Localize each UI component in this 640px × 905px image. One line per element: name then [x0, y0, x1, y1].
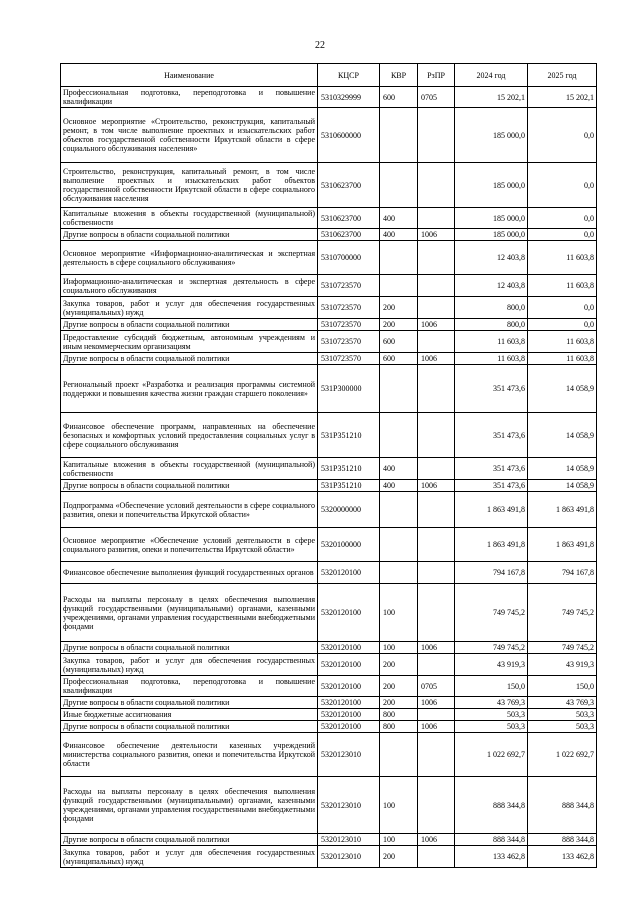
cell-y2024: 15 202,1 — [455, 87, 528, 108]
cell-rzpr — [418, 108, 455, 163]
cell-rzpr — [418, 584, 455, 642]
cell-code: 5320123010 — [318, 733, 380, 777]
cell-y2025: 11 603,8 — [528, 275, 597, 297]
cell-code: 5320120100 — [318, 709, 380, 721]
cell-code: 531P351210 — [318, 480, 380, 492]
cell-y2025: 15 202,1 — [528, 87, 597, 108]
table-row — [61, 721, 597, 733]
cell-code: 5310600000 — [318, 108, 380, 163]
cell-rzpr — [418, 492, 455, 528]
table-row — [61, 709, 597, 721]
table-row — [61, 413, 597, 458]
cell-rzpr — [418, 458, 455, 480]
cell-kvr — [380, 413, 418, 458]
cell-code: 531P300000 — [318, 365, 380, 413]
cell-code: 5320120100 — [318, 654, 380, 676]
cell-code: 5320120100 — [318, 721, 380, 733]
cell-name: Другие вопросы в области социальной политики — [61, 353, 318, 365]
cell-y2025: 14 058,9 — [528, 480, 597, 492]
cell-kvr: 800 — [380, 709, 418, 721]
cell-y2024: 888 344,8 — [455, 834, 528, 846]
cell-y2024: 503,3 — [455, 709, 528, 721]
cell-y2024: 1 863 491,8 — [455, 528, 528, 562]
cell-y2024: 12 403,8 — [455, 275, 528, 297]
cell-y2025: 1 863 491,8 — [528, 492, 597, 528]
table-body — [61, 87, 597, 868]
cell-name: Другие вопросы в области социальной политики — [61, 721, 318, 733]
cell-rzpr — [418, 709, 455, 721]
cell-code: 5320120100 — [318, 562, 380, 584]
cell-y2024: 1 022 692,7 — [455, 733, 528, 777]
cell-y2024: 11 603,8 — [455, 353, 528, 365]
table-row — [61, 733, 597, 777]
cell-code: 5320120100 — [318, 697, 380, 709]
cell-kvr: 400 — [380, 229, 418, 241]
cell-rzpr: 1006 — [418, 319, 455, 331]
cell-kvr: 100 — [380, 584, 418, 642]
cell-name: Строительство, реконструкция, капитальный ремонт, в том числе выполнение проектных и изыскательских работ объектов государственной собственности Иркутской области в сфере социального обслуживания населения — [61, 163, 318, 208]
cell-kvr: 200 — [380, 297, 418, 319]
header-kvr: КВР — [380, 64, 418, 87]
cell-name: Основное мероприятие «Информационно-аналитическая и экспертная деятельность в сфере социального обслуживания» — [61, 241, 318, 275]
cell-kvr: 400 — [380, 458, 418, 480]
cell-name: Капитальные вложения в объекты государственной (муниципальной) собственности — [61, 458, 318, 480]
cell-name: Региональный проект «Разработка и реализация программы системной поддержки и повышения качества жизни граждан старшего поколения» — [61, 365, 318, 413]
cell-y2024: 150,0 — [455, 676, 528, 697]
cell-y2024: 12 403,8 — [455, 241, 528, 275]
cell-y2025: 0,0 — [528, 297, 597, 319]
cell-y2025: 794 167,8 — [528, 562, 597, 584]
budget-table — [60, 63, 597, 868]
cell-name: Закупка товаров, работ и услуг для обеспечения государственных (муниципальных) нужд — [61, 297, 318, 319]
cell-y2024: 1 863 491,8 — [455, 492, 528, 528]
cell-rzpr — [418, 562, 455, 584]
table-row — [61, 297, 597, 319]
cell-name: Расходы на выплаты персоналу в целях обеспечения выполнения функций государственными (муниципальными) органами, казенными учреждениями, органами управления государственными внебюджетными фондами — [61, 777, 318, 834]
cell-rzpr — [418, 163, 455, 208]
cell-y2025: 1 022 692,7 — [528, 733, 597, 777]
cell-rzpr — [418, 733, 455, 777]
cell-y2025: 43 769,3 — [528, 697, 597, 709]
cell-rzpr — [418, 654, 455, 676]
cell-rzpr — [418, 777, 455, 834]
cell-name: Профессиональная подготовка, переподготовка и повышение квалификации — [61, 87, 318, 108]
cell-y2025: 14 058,9 — [528, 458, 597, 480]
cell-y2024: 11 603,8 — [455, 331, 528, 353]
cell-name: Иные бюджетные ассигнования — [61, 709, 318, 721]
table-row — [61, 480, 597, 492]
cell-y2025: 1 863 491,8 — [528, 528, 597, 562]
cell-kvr: 100 — [380, 834, 418, 846]
cell-rzpr — [418, 241, 455, 275]
cell-y2024: 800,0 — [455, 319, 528, 331]
cell-y2025: 133 462,8 — [528, 846, 597, 868]
cell-code: 5310723570 — [318, 331, 380, 353]
table-row — [61, 353, 597, 365]
cell-code: 5310723570 — [318, 353, 380, 365]
header-y2024: 2024 год — [455, 64, 528, 87]
cell-y2025: 0,0 — [528, 163, 597, 208]
cell-kvr: 200 — [380, 319, 418, 331]
cell-rzpr — [418, 331, 455, 353]
cell-y2024: 800,0 — [455, 297, 528, 319]
cell-rzpr: 1006 — [418, 721, 455, 733]
cell-y2024: 133 462,8 — [455, 846, 528, 868]
table-row — [61, 108, 597, 163]
cell-y2024: 503,3 — [455, 721, 528, 733]
cell-y2024: 351 473,6 — [455, 413, 528, 458]
cell-name: Основное мероприятие «Обеспечение условий деятельности в сфере социального развития, опеки и попечительства Иркутской области» — [61, 528, 318, 562]
header-name: Наименование — [61, 64, 318, 87]
table-row — [61, 562, 597, 584]
cell-rzpr: 0705 — [418, 676, 455, 697]
cell-y2024: 351 473,6 — [455, 458, 528, 480]
cell-y2025: 0,0 — [528, 108, 597, 163]
cell-y2025: 0,0 — [528, 208, 597, 229]
cell-name: Другие вопросы в области социальной политики — [61, 480, 318, 492]
table-row — [61, 777, 597, 834]
table-row — [61, 846, 597, 868]
cell-y2024: 185 000,0 — [455, 229, 528, 241]
cell-rzpr: 1006 — [418, 642, 455, 654]
cell-kvr — [380, 163, 418, 208]
cell-name: Финансовое обеспечение деятельности казенных учреждений министерства социального развития, опеки и попечительства Иркутской области — [61, 733, 318, 777]
cell-name: Капитальные вложения в объекты государственной (муниципальной) собственности — [61, 208, 318, 229]
cell-name: Финансовое обеспечение выполнения функций государственных органов — [61, 562, 318, 584]
table-row — [61, 458, 597, 480]
table-row — [61, 697, 597, 709]
cell-kvr: 400 — [380, 480, 418, 492]
table-row — [61, 331, 597, 353]
cell-rzpr — [418, 846, 455, 868]
cell-y2025: 0,0 — [528, 319, 597, 331]
cell-code: 5320120100 — [318, 584, 380, 642]
table-row — [61, 163, 597, 208]
cell-name: Профессиональная подготовка, переподготовка и повышение квалификации — [61, 676, 318, 697]
table-row — [61, 492, 597, 528]
table-row — [61, 584, 597, 642]
cell-kvr — [380, 733, 418, 777]
table-row — [61, 365, 597, 413]
cell-code: 5310623700 — [318, 163, 380, 208]
cell-y2024: 43 769,3 — [455, 697, 528, 709]
cell-code: 531P351210 — [318, 458, 380, 480]
cell-kvr — [380, 528, 418, 562]
table-row — [61, 208, 597, 229]
cell-y2024: 43 919,3 — [455, 654, 528, 676]
cell-code: 5320120100 — [318, 676, 380, 697]
cell-name: Закупка товаров, работ и услуг для обеспечения государственных (муниципальных) нужд — [61, 846, 318, 868]
table-row — [61, 528, 597, 562]
table-row — [61, 87, 597, 108]
cell-name: Основное мероприятие «Строительство, реконструкция, капитальный ремонт, в том числе выполнение проектных и изыскательских работ объектов государственной собственности Иркутской области в сфере социального обслуживания населения» — [61, 108, 318, 163]
cell-code: 5320123010 — [318, 777, 380, 834]
cell-y2024: 185 000,0 — [455, 208, 528, 229]
cell-kvr — [380, 492, 418, 528]
cell-y2024: 794 167,8 — [455, 562, 528, 584]
cell-rzpr: 1006 — [418, 353, 455, 365]
cell-name: Предоставление субсидий бюджетным, автономным учреждениям и иным некоммерческим организациям — [61, 331, 318, 353]
cell-kvr — [380, 562, 418, 584]
cell-kvr — [380, 108, 418, 163]
cell-name: Закупка товаров, работ и услуг для обеспечения государственных (муниципальных) нужд — [61, 654, 318, 676]
cell-name: Расходы на выплаты персоналу в целях обеспечения выполнения функций государственными (муниципальными) органами, казенными учреждениями, органами управления государственными внебюджетными фондами — [61, 584, 318, 642]
cell-code: 5320120100 — [318, 642, 380, 654]
cell-code: 5320123010 — [318, 834, 380, 846]
cell-y2025: 11 603,8 — [528, 241, 597, 275]
cell-code: 5310700000 — [318, 241, 380, 275]
cell-y2025: 150,0 — [528, 676, 597, 697]
cell-y2025: 749 745,2 — [528, 642, 597, 654]
cell-y2025: 503,3 — [528, 721, 597, 733]
table-row — [61, 654, 597, 676]
table-row — [61, 834, 597, 846]
cell-kvr: 200 — [380, 676, 418, 697]
cell-rzpr: 1006 — [418, 697, 455, 709]
cell-kvr — [380, 275, 418, 297]
cell-name: Другие вопросы в области социальной политики — [61, 642, 318, 654]
cell-rzpr: 1006 — [418, 480, 455, 492]
cell-code: 5320123010 — [318, 846, 380, 868]
cell-y2024: 351 473,6 — [455, 365, 528, 413]
cell-y2025: 14 058,9 — [528, 413, 597, 458]
cell-code: 5310329999 — [318, 87, 380, 108]
table-row — [61, 241, 597, 275]
cell-code: 5310623700 — [318, 229, 380, 241]
cell-kvr: 800 — [380, 721, 418, 733]
cell-kvr: 100 — [380, 777, 418, 834]
cell-kvr: 200 — [380, 654, 418, 676]
cell-rzpr — [418, 297, 455, 319]
cell-kvr: 200 — [380, 846, 418, 868]
table-row — [61, 642, 597, 654]
cell-kvr: 400 — [380, 208, 418, 229]
cell-name: Информационно-аналитическая и экспертная деятельность в сфере социального обслуживания — [61, 275, 318, 297]
cell-code: 5310723570 — [318, 319, 380, 331]
cell-rzpr — [418, 528, 455, 562]
cell-kvr: 200 — [380, 697, 418, 709]
cell-code: 5310723570 — [318, 275, 380, 297]
cell-code: 5320100000 — [318, 528, 380, 562]
cell-name: Другие вопросы в области социальной политики — [61, 319, 318, 331]
cell-y2024: 749 745,2 — [455, 584, 528, 642]
cell-code: 531P351210 — [318, 413, 380, 458]
cell-y2025: 503,3 — [528, 709, 597, 721]
cell-rzpr — [418, 365, 455, 413]
cell-y2025: 749 745,2 — [528, 584, 597, 642]
cell-y2025: 14 058,9 — [528, 365, 597, 413]
cell-y2025: 11 603,8 — [528, 331, 597, 353]
cell-name: Финансовое обеспечение программ, направленных на обеспечение безопасных и комфортных условий предоставления социальных услуг в сфере социального обслуживания — [61, 413, 318, 458]
table-row — [61, 676, 597, 697]
cell-y2024: 185 000,0 — [455, 163, 528, 208]
cell-kvr: 100 — [380, 642, 418, 654]
cell-name: Другие вопросы в области социальной политики — [61, 697, 318, 709]
cell-y2024: 749 745,2 — [455, 642, 528, 654]
cell-y2024: 888 344,8 — [455, 777, 528, 834]
cell-rzpr — [418, 208, 455, 229]
cell-rzpr — [418, 275, 455, 297]
cell-kvr: 600 — [380, 331, 418, 353]
header-code: КЦСР — [318, 64, 380, 87]
table-header-row — [61, 64, 597, 87]
cell-y2024: 351 473,6 — [455, 480, 528, 492]
cell-code: 5310623700 — [318, 208, 380, 229]
cell-kvr — [380, 365, 418, 413]
cell-rzpr: 1006 — [418, 229, 455, 241]
cell-y2025: 43 919,3 — [528, 654, 597, 676]
cell-rzpr: 0705 — [418, 87, 455, 108]
cell-y2025: 11 603,8 — [528, 353, 597, 365]
table-row — [61, 229, 597, 241]
cell-y2025: 888 344,8 — [528, 777, 597, 834]
cell-name: Подпрограмма «Обеспечение условий деятельности в сфере социального развития, опеки и попечительства Иркутской области» — [61, 492, 318, 528]
header-rzpr: РзПР — [418, 64, 455, 87]
cell-name: Другие вопросы в области социальной политики — [61, 834, 318, 846]
cell-code: 5310723570 — [318, 297, 380, 319]
cell-y2025: 888 344,8 — [528, 834, 597, 846]
page-number: 22 — [315, 40, 325, 51]
cell-rzpr: 1006 — [418, 834, 455, 846]
cell-kvr: 600 — [380, 87, 418, 108]
table-row — [61, 319, 597, 331]
cell-code: 5320000000 — [318, 492, 380, 528]
cell-y2025: 0,0 — [528, 229, 597, 241]
cell-name: Другие вопросы в области социальной политики — [61, 229, 318, 241]
cell-rzpr — [418, 413, 455, 458]
header-y2025: 2025 год — [528, 64, 597, 87]
cell-kvr: 600 — [380, 353, 418, 365]
cell-y2024: 185 000,0 — [455, 108, 528, 163]
cell-kvr — [380, 241, 418, 275]
table-row — [61, 275, 597, 297]
